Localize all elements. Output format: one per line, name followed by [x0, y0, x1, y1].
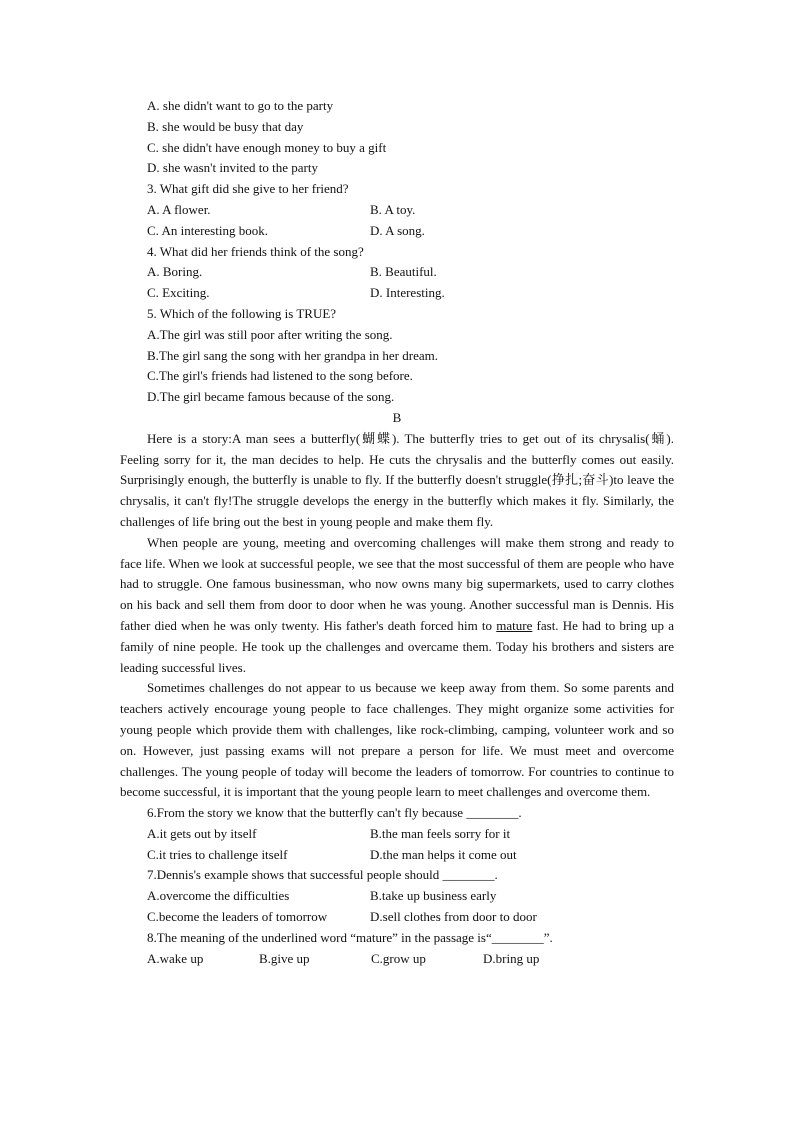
q7-options-row-2: [120, 907, 674, 928]
q5-option-b: B.The girl sang the song with her grandpa in her dream.: [147, 347, 438, 363]
q4-option-a: A. Boring.: [147, 264, 203, 280]
q3-option-c: C. An interesting book.: [147, 222, 268, 238]
passage-paragraph-1: Here is a story:A man sees a butterfly(蝴蝶). The butterfly tries to get out of its chrysalis(蛹). Feeling sorry for it, the man decides to help. He cuts the chrysalis and the butterfly comes out easily. Surprisingly enough, the butterfly is unable to fly. If the butterfly doesn't struggle(挣扎;奋斗)to leave the chrysalis, it can't fly!The struggle develops the energy in the butterfly which makes it fly. Similarly, the challenges of life bring out the best in young people and make them fly.: [120, 430, 674, 529]
q2-option-a: A. she didn't want to go to the party: [147, 98, 334, 113]
q7-option-b: B.take up business early: [370, 888, 497, 904]
q7-option-d: D.sell clothes from door to door: [370, 909, 537, 925]
q7-options-row-1: [120, 886, 674, 907]
q2-option-c: C. she didn't have enough money to buy a gift: [147, 139, 387, 155]
paragraph-2-text-after: fast. He had to bring up a family of nine people. He took up the challenges and overcame them. Today his brothers and sisters are leading successful lives.: [120, 617, 674, 675]
q8-option-b: B.give up: [259, 950, 310, 966]
q8-option-a: A.wake up: [147, 950, 204, 966]
q8-option-d: D.bring up: [483, 950, 540, 966]
q2-option-d: D. she wasn't invited to the party: [147, 160, 318, 176]
passage-paragraph-3: Sometimes challenges do not appear to us because we keep away from them. So some parents and teachers actively encourage young people to face challenges. They might organize some activities for young people which provide them with challenges, like rock-climbing, camping, volunteer work and so on. However, just passing exams will not prepare a person for life. We must meet and overcome challenges. The young people of today will become the leaders of tomorrow. For countries to continue to become successful, it is important that the young people learn to meet challenges and overcome them.: [120, 680, 674, 800]
q5-option-c: C.The girl's friends had listened to the song before.: [147, 368, 413, 384]
q3-option-b: B. A toy.: [370, 201, 416, 217]
q3-options-row-1: [120, 200, 674, 221]
q4-option-c: C. Exciting.: [147, 285, 210, 301]
q4-stem: 4. What did her friends think of the song?: [147, 243, 364, 259]
q5-stem: 5. Which of the following is TRUE?: [147, 305, 337, 321]
q6-option-d: D.the man helps it come out: [370, 846, 517, 862]
q8-stem: 8.The meaning of the underlined word “mature” in the passage is“________”.: [147, 929, 553, 945]
q7-option-c: C.become the leaders of tomorrow: [147, 909, 328, 925]
q6-stem: 6.From the story we know that the butterfly can't fly because ________.: [147, 805, 522, 821]
paragraph-2-text-before: When people are young, meeting and overcoming challenges will make them strong and ready to face life. When we look at successful people, we see that the most successful of them are people who have had to struggle. One famous businessman, who now owns many big supermarkets, used to carry clothes on his back and sell them from door to door when he was young. Another successful man is Dennis. His father died when he was only twenty. His father's death forced him to: [120, 534, 674, 633]
q6-options-row-2: [120, 845, 674, 866]
q4-option-b: B. Beautiful.: [370, 264, 437, 280]
q6-options-row-1: [120, 824, 674, 845]
q3-stem: 3. What gift did she give to her friend?: [147, 181, 349, 197]
worksheet-page: [120, 96, 674, 969]
q6-option-b: B.the man feels sorry for it: [370, 825, 511, 841]
q5-option-a: A.The girl was still poor after writing the song.: [147, 326, 393, 342]
section-heading: B: [392, 409, 402, 425]
q3-option-a: A. A flower.: [147, 201, 211, 217]
q8-option-c: C.grow up: [371, 950, 426, 966]
q5-option-d: D.The girl became famous because of the song.: [147, 389, 395, 405]
passage-paragraph-2: [120, 533, 674, 679]
q3-option-d: D. A song.: [370, 222, 425, 238]
q4-options-row-1: [120, 262, 674, 283]
q3-options-row-2: [120, 221, 674, 242]
q7-stem: 7.Dennis's example shows that successful people should ________.: [147, 867, 498, 883]
q7-option-a: A.overcome the difficulties: [147, 888, 290, 904]
q2-option-b: B. she would be busy that day: [147, 118, 304, 134]
q6-option-a: A.it gets out by itself: [147, 825, 257, 841]
q8-options-row: [120, 949, 674, 970]
q4-options-row-2: [120, 283, 674, 304]
underlined-word: mature: [496, 617, 533, 633]
q6-option-c: C.it tries to challenge itself: [147, 846, 288, 862]
q4-option-d: D. Interesting.: [370, 285, 445, 301]
